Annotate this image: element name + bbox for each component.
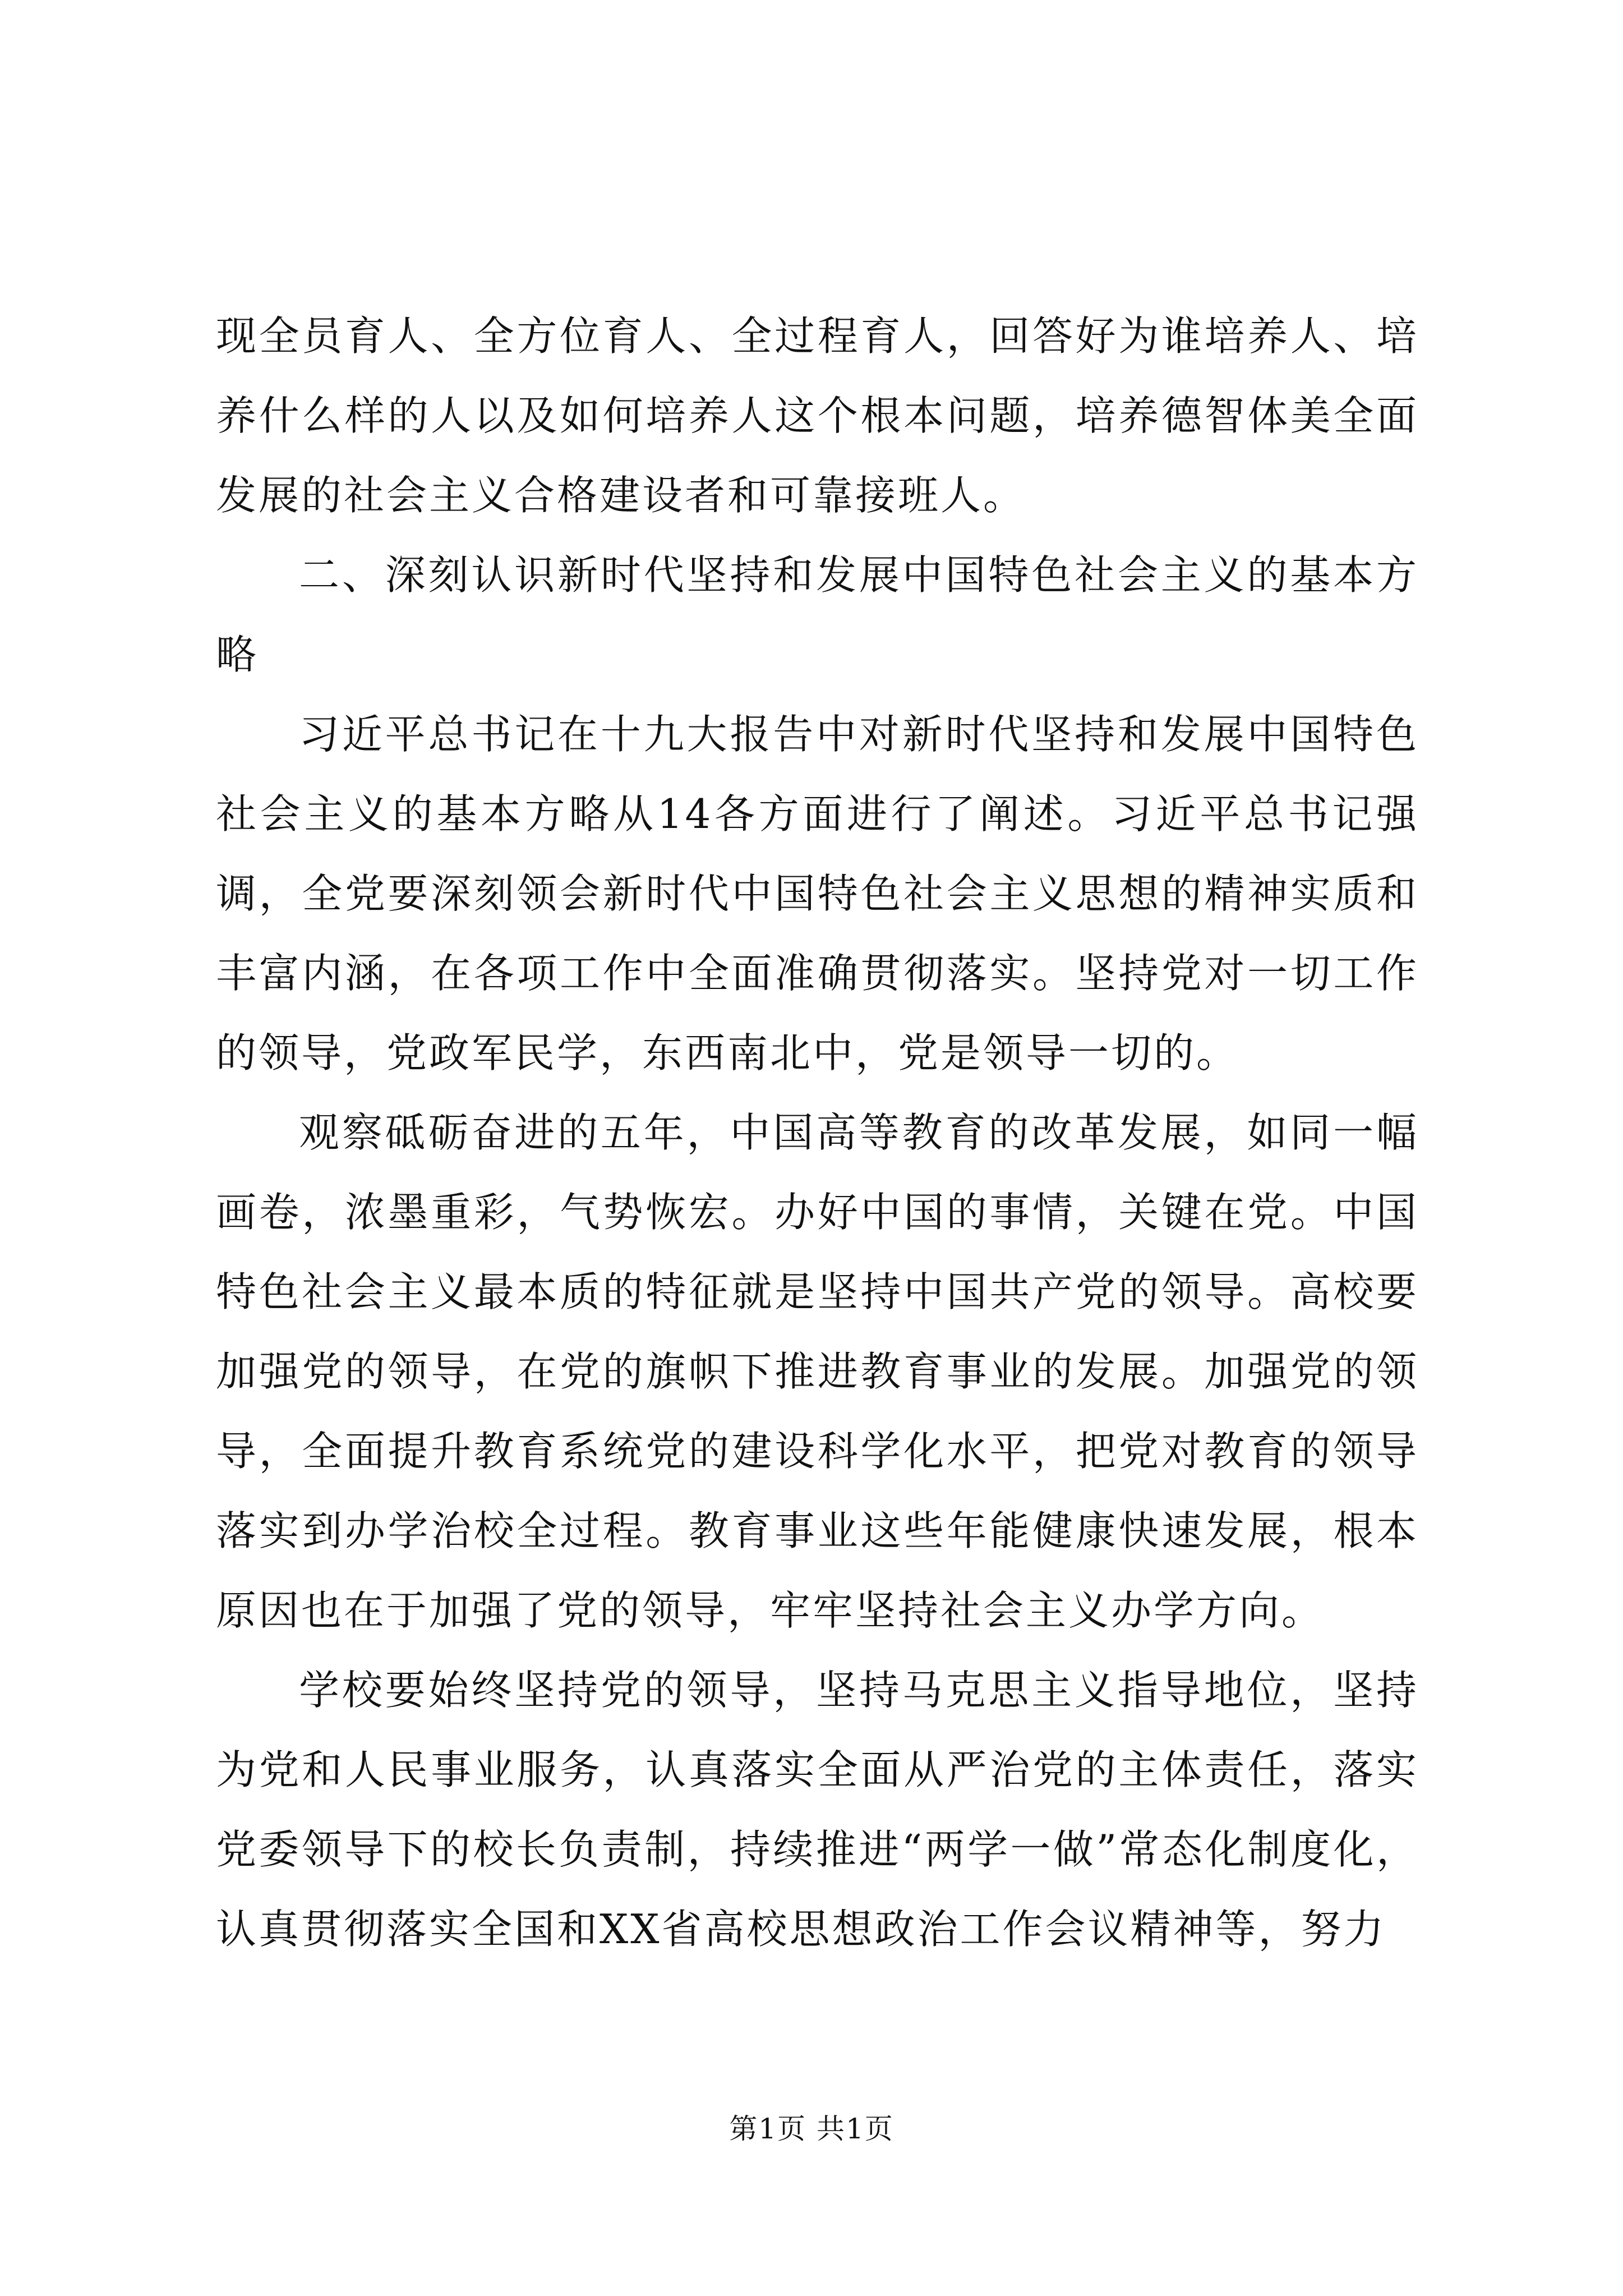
paragraph: 学校要始终坚持党的领导，坚持马克思主义指导地位，坚持为党和人民事业服务，认真落实全面从严治党的主体责任，落实党委领导下的校长负责制，持续推进“两学一做”常态化制度化，认真贯彻落实全国和XX省高校思想政治工作会议精神等，努力 (216, 1667, 1419, 1953)
paragraph: 观察砥砺奋进的五年，中国高等教育的改革发展，如同一幅画卷，浓墨重彩，气势恢宏。办好中国的事情，关键在党。中国特色社会主义最本质的特征就是坚持中国共产党的领导。高校要加强党的领导，在党的旗帜下推进教育事业的发展。加强党的领导，全面提升教育系统党的建设科学化水平，把党对教育的领导落实到办学治校全过程。教育事业这些年能健康快速发展，根本原因也在于加强了党的领导，牢牢坚持社会主义办学方向。 (216, 1109, 1419, 1634)
document-body (216, 296, 1419, 1969)
paragraph: 习近平总书记在十九大报告中对新时代坚持和发展中国特色社会主义的基本方略从14各方面进行了阐述。习近平总书记强调，全党要深刻领会新时代中国特色社会主义思想的精神实质和丰富内涵，在各项工作中全面准确贯彻落实。坚持党对一切工作的领导，党政军民学，东西南北中，党是领导一切的。 (216, 711, 1419, 1076)
page-footer (0, 2106, 1623, 2147)
paragraph-continued: 现全员育人、全方位育人、全过程育人，回答好为谁培养人、培养什么样的人以及如何培养人这个根本问题，培养德智体美全面发展的社会主义合格建设者和可靠接班人。 (216, 312, 1419, 519)
page-number: 第1页 共1页 (729, 2113, 894, 2145)
section-heading: 二、深刻认识新时代坚持和发展中国特色社会主义的基本方略 (216, 551, 1419, 678)
